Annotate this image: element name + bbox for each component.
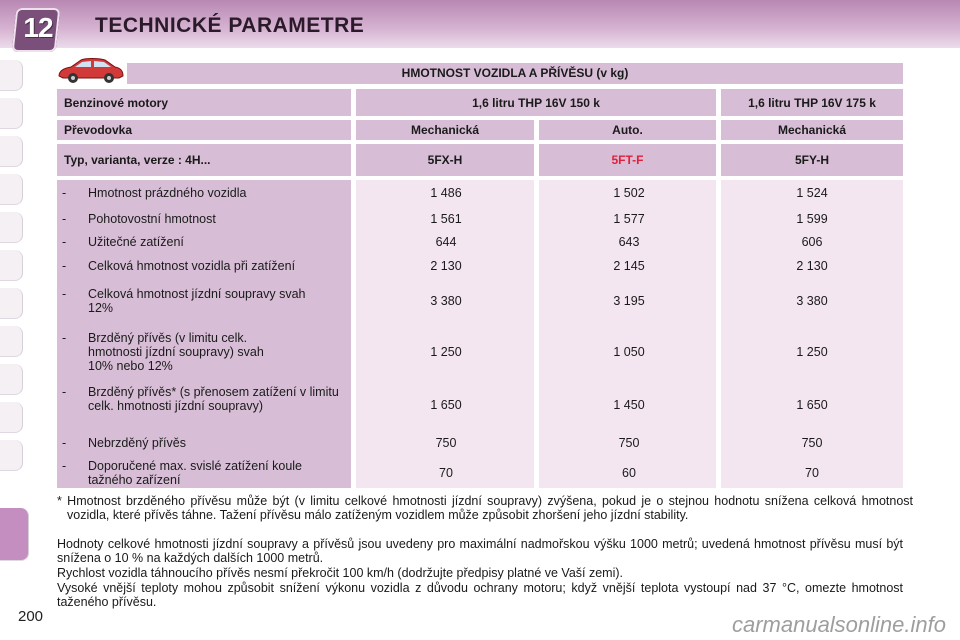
side-tab[interactable] <box>0 364 23 395</box>
engine-2: 1,6 litru THP 16V 175 k <box>721 89 903 116</box>
table-cell: 3 195 <box>613 294 645 308</box>
table-cell: 750 <box>435 436 457 450</box>
table-cell: 1 650 <box>796 398 828 412</box>
table-cell: 1 502 <box>613 186 645 200</box>
table-cell: 1 524 <box>796 186 828 200</box>
engine-1: 1,6 litru THP 16V 150 k <box>356 89 716 116</box>
table-cell: 1 561 <box>430 212 462 226</box>
table-cell: 643 <box>618 235 640 249</box>
side-tab[interactable] <box>0 250 23 281</box>
side-tabs <box>0 60 26 605</box>
side-tab[interactable] <box>0 326 23 357</box>
table-cell: 750 <box>618 436 640 450</box>
table-cell: 1 577 <box>613 212 645 226</box>
note-altitude: Hodnoty celkové hmotnosti jízdní soupravy a přívěsů jsou uvedeny pro maximální nadmořskou výšku 1000 metrů; uvedená hmotnost přívěsu musí být snížena o 10 % na každých dalších 1000 metrů. <box>57 537 903 565</box>
side-tab[interactable] <box>0 60 23 91</box>
gearbox-2: Auto. <box>539 120 716 140</box>
table-cell: 1 486 <box>430 186 462 200</box>
table-cell: 606 <box>801 235 823 249</box>
chapter-number: 12 <box>23 12 53 43</box>
table-cell: 1 250 <box>796 345 828 359</box>
watermark: carmanualsonline.info <box>731 612 946 637</box>
note-speed: Rychlost vozidla táhnoucího přívěs nesmí překročit 100 km/h (dodržujte předpisy platné ve Vaší zemi). <box>57 566 624 580</box>
table-cell: 2 130 <box>796 259 828 273</box>
side-tab[interactable] <box>0 212 23 243</box>
table-cell: 1 650 <box>430 398 462 412</box>
side-tab[interactable] <box>0 98 23 129</box>
side-tab-active[interactable] <box>0 508 29 561</box>
table-cell: 2 130 <box>430 259 462 273</box>
car-icon <box>55 56 125 84</box>
footnote: * Hmotnost brzděného přívěsu může být (v limitu celkové hmotnosti jízdní soupravy) zvýšena, pokud je o stejnou hodnotu snížena celková hmotnost vozidla, které přívěs táhne. Tažení přívěsu málo zatíženým vozidlem může způsobit zhoršení jeho jízdní stability. <box>57 494 913 522</box>
side-tab[interactable] <box>0 174 23 205</box>
table-cell: 70 <box>805 466 819 480</box>
table-cell: 1 450 <box>613 398 645 412</box>
table-cell: 60 <box>622 466 636 480</box>
side-tab[interactable] <box>0 136 23 167</box>
table-cell: 1 599 <box>796 212 828 226</box>
engine-label: Benzinové motory <box>57 89 351 116</box>
page-title: TECHNICKÉ PARAMETRE <box>95 14 365 37</box>
table-title: HMOTNOST VOZIDLA A PŘÍVĚSU (v kg) <box>127 63 903 84</box>
table-cell: 750 <box>801 436 823 450</box>
table-cell: 2 145 <box>613 259 645 273</box>
page-number: 200 <box>18 608 44 625</box>
table-cell: 1 250 <box>430 345 462 359</box>
gearbox-label: Převodovka <box>57 120 351 140</box>
table-cell: 644 <box>435 235 457 249</box>
table-cell: 3 380 <box>796 294 828 308</box>
gearbox-1: Mechanická <box>356 120 534 140</box>
type-1: 5FX-H <box>356 144 534 176</box>
type-label: Typ, varianta, verze : 4H... <box>57 144 351 176</box>
side-tab[interactable] <box>0 440 23 471</box>
gearbox-3: Mechanická <box>721 120 903 140</box>
table-cell: 3 380 <box>430 294 462 308</box>
type-2-highlighted: 5FT-F <box>539 144 716 176</box>
table-cell: 70 <box>439 466 453 480</box>
side-tab[interactable] <box>0 288 23 319</box>
side-tab[interactable] <box>0 402 23 433</box>
note-temperature: Vysoké vnější teploty mohou způsobit snížení výkonu vozidla z důvodu ochrany motoru; když vnější teplota vystoupí nad 37 °C, omezte hmotnost taženého přívěsu. <box>57 581 903 609</box>
type-3: 5FY-H <box>721 144 903 176</box>
table-cell: 1 050 <box>613 345 645 359</box>
